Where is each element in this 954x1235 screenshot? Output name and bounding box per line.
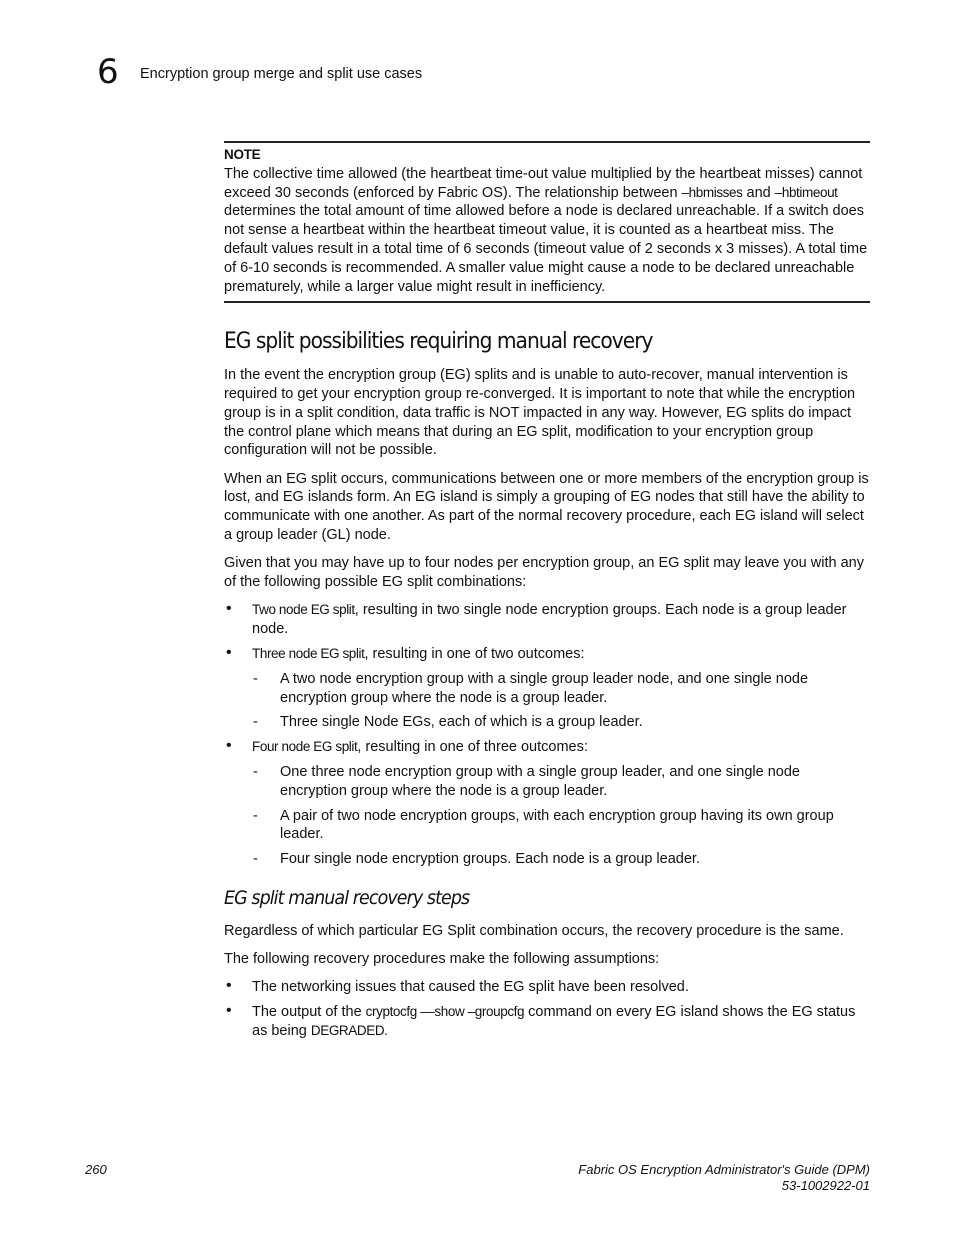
bullet-term: Two node EG split: [252, 602, 355, 618]
sub-list: [252, 763, 870, 869]
bullet-text: The output of the: [252, 1004, 366, 1021]
chapter-number: 6: [97, 52, 119, 92]
list-item: [224, 738, 870, 869]
note-box: [224, 141, 870, 303]
list-item: • The networking issues that caused the EG split have been resolved.: [224, 978, 870, 997]
note-text-part: determines the total amount of time allowed before a node is declared unreachable. If a switch does not sense a heartbeat within the heartbeat timeout value, it is counted as a heartbeat miss. The default values result in a total time of 6 seconds (timeout value of 2 seconds x 3 misses). A total time of 6-10 seconds is recommended. A smaller value might cause a node to be declared unreachable prematurely, while a larger value might result in inefficiency.: [224, 203, 868, 295]
sub-list-item: - Three single Node EGs, each of which is a group leader.: [252, 713, 870, 732]
status-degraded: DEGRADED.: [310, 1022, 388, 1038]
chapter-title: Encryption group merge and split use cases: [140, 66, 423, 82]
bullet-term: Four node EG split: [252, 739, 358, 755]
paragraph: Regardless of which particular EG Split combination occurs, the recovery procedure is the same.: [224, 922, 844, 939]
footer-doc-info: [578, 1162, 870, 1194]
list-item: [224, 645, 870, 732]
option-hbmisses: –hbmisses: [681, 184, 743, 200]
bullet-term: Three node EG split: [252, 646, 365, 662]
sub-list: [252, 670, 870, 732]
list-item: [224, 601, 870, 639]
bullet-text: , resulting in one of three outcomes:: [357, 739, 588, 756]
command-cryptocfg: cryptocfg: [365, 1004, 417, 1020]
subsection-heading: EG split manual recovery steps: [224, 887, 470, 909]
note-text-part: The collective time allowed (the heartbeat time-out value multiplied by the heartbeat misses) cannot exceed 30 seconds (enforced by Fabric OS). The relationship between: [224, 165, 863, 201]
section-heading: EG split possibilities requiring manual recovery: [224, 329, 653, 355]
split-combinations-list: [224, 601, 870, 869]
doc-title: Fabric OS Encryption Administrator's Guide (DPM): [578, 1162, 870, 1177]
bullet-text: command on every EG island shows the EG status as being: [252, 1004, 856, 1039]
note-text: [224, 165, 870, 297]
option-groupcfg: –groupcfg: [464, 1004, 525, 1020]
paragraph: In the event the encryption group (EG) splits and is unable to auto-recover, manual intervention is required to get your encryption group re-converged. It is important to note that while the encryption group is in a split condition, data traffic is NOT impacted in any way. However, EG splits do impact the control plane which means that during an EG split, modification to your encryption group configuration will not be possible.: [224, 367, 856, 459]
bullet-text: , resulting in one of two outcomes:: [364, 646, 585, 663]
page-number: 260: [85, 1162, 107, 1177]
sub-list-item: - One three node encryption group with a single group leader, and one single node encryption group where the node is a group leader.: [252, 763, 870, 801]
page-content: [224, 141, 870, 1047]
doc-number: 53-1002922-01: [781, 1178, 870, 1193]
paragraph: Given that you may have up to four nodes per encryption group, an EG split may leave you with any of the following possible EG split combinations:: [224, 555, 864, 591]
list-item: [224, 1003, 870, 1041]
sub-list-item: - A two node encryption group with a single group leader node, and one single node encryption group where the node is a group leader.: [252, 670, 870, 708]
option-show: ––show: [416, 1004, 465, 1020]
sub-list-item: - A pair of two node encryption groups, with each encryption group having its own group leader.: [252, 807, 870, 845]
paragraph: When an EG split occurs, communications between one or more members of the encryption group is lost, and EG islands form. An EG island is simply a grouping of EG nodes that still have the ability to communicate with one another. As part of the normal recovery procedure, each EG island will select a group leader (GL) node.: [224, 470, 869, 544]
paragraph: The following recovery procedures make the following assumptions:: [224, 951, 660, 968]
bullet-text: , resulting in two single node encryption groups. Each node is a group leader node.: [252, 602, 847, 638]
note-text-part: and: [742, 184, 775, 201]
option-hbtimeout: –hbtimeout: [774, 184, 838, 200]
assumptions-list: [224, 978, 870, 1040]
note-label: NOTE: [224, 147, 261, 162]
sub-list-item: - Four single node encryption groups. Each node is a group leader.: [252, 850, 870, 869]
